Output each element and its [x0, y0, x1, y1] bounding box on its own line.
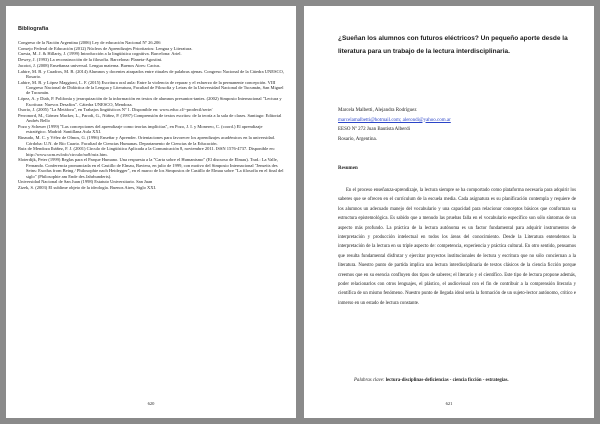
- reference-item: Lahire, M. B. y Cuadros, M. B. (2014) Alumnos y docentes atrapados entre rituales de palabras ajenas. Congreso Nacional de la Cátedra UNESCO, Rosario.: [18, 68, 284, 79]
- reference-item: Ruiz de Mendoza Ibáñez, F. J. (2001) Círculo de Lingüística Aplicada a la Comunicación 8, noviembre 2011. ISSN 1576-4737. Disponible en: http://www.ucm.es/info/circulo/no8/ruiz.htm.: [18, 146, 275, 157]
- reference-item: Perronord, M., Gómez Macker, L., Parodi, G., Núñez, P. (1997) Comprensión de textos escritos: de la teoría a la sala de clases. Santiago: Editorial Andrés Bello: [18, 112, 282, 124]
- reference-item: López, A. y Diab, P. Polifonía y jerarquización de la información en textos de alumnos presuntos-tantes. (2002) Simposio Internacional "Lectura y Escritura: Nuevos Desafíos". Cátedra UNESCO, Mendoza.: [18, 96, 282, 107]
- author-block: [338, 106, 576, 144]
- keywords-label: Palabras clave:: [354, 378, 385, 383]
- article-title: ¿Sueñan los alumnos con futuros eléctricos? Un pequeño aporte desde la literatura para un trabajo de la lectura interdisciplinaria.: [338, 35, 568, 55]
- reference-item: Jacotot, J. (2008) Enseñanza universal. Lengua materna. Buenos Aires: Cactus.: [18, 62, 161, 68]
- bibliography-heading: Bibliografía: [18, 26, 49, 32]
- reference-item: Rinaudo, M. C. y Vélez de Olmos, G. (1996) Enseñar y Aprender. Orientaciones para favorecer los aprendizajes académicos en la universidad. Córdoba: U.N. de Río Cuarto. Facultad de Ciencias Humanas. Departamento de Ciencias de la Educación.: [18, 135, 275, 146]
- reference-item: Pozo y Scheuer (1999) "Las concepciones del aprendizaje como teorías implícitas", en Pozo, J. I. y Monereo, C. (coord.) El aprendizaje estratégico. Madrid: Santillana Aula XXI.: [18, 124, 263, 135]
- reference-item: Zizek, S. (2003) El sublime objeto de la ideología. Buenos Aires, Siglo XXI.: [18, 185, 157, 191]
- right-page: [304, 6, 594, 418]
- reference-item: Cuesta, M. J. & Hillarty, J. (1999) Introducción a la lingüística cognitiva. Barcelona: Ariel.: [18, 51, 182, 57]
- resumen-heading: Resumen: [338, 166, 358, 171]
- authors-line: Marcela Malbetti, Alejandra Rodríguez: [338, 108, 417, 113]
- left-page: [6, 6, 296, 418]
- reference-item: Congreso de la Nación Argentina (2006) Ley de educación Nacional Nº 26.206: [18, 40, 161, 45]
- reference-item: Sloterdijk, Peter (1999) Reglas para el Parque Humano. Una respuesta a la "Carta sobre el Humanismo" (El discurso de Elmau). Trad.: La Valle, Fernando. Conferencia pronunciada en el Castillo de Elmau, Baviera, en julio de 1999, con motivo del Simposio Internacional "Jenseits des Seins: Exodus from Being / Philosophie nach Heidegger", en el marco de los Simposios de Castillo de Elmau sobre "La filosofía en el final del siglo" (Philosophie am Ende des Jahrhunderts).: [18, 157, 284, 179]
- reference-item: Consejo Federal de Educación (2012) Núcleos de Aprendizajes Prioritarios: Lengua y Literatura.: [18, 45, 193, 51]
- city: Rosario, Argentina.: [338, 136, 377, 142]
- reference-item: Dewey, J. (1993) La reconstrucción de la filosofía. Barcelona: Planeta-Agostini.: [18, 57, 163, 63]
- page-number-left: 620: [147, 401, 155, 406]
- page-number-right: 621: [445, 401, 453, 406]
- author-emails-link[interactable]: marcelamalbetti@hotmail.com; alerondi@yahoo.com.ar: [338, 117, 451, 123]
- abstract-paragraph: En el proceso enseñanza-aprendizaje, la lectura siempre se ha comportado como plataforma necesaria para adquirir los saberes que se ofrecen en el currículum de la escuela media. Cada asignatura es su planificación contempla y requiere de los alumnos un adecuado manejo del vocabulario y una capacidad para relacionar conceptos básicos que conforman su estructura epistemológica. Es sabido que a menudo las pruebas falla en el vocabulario específico son sólo síntomas de un aspecto más profundo. La práctica de la lectura autónoma es un factor fundamental para adquirir instrumentos de interpretación y producción intelectual en todos los áreas del conocimiento. Desde la Literatura entendemos la interpretación de la lectura en su triple aspecto de: competencia, experiencia y práctica cultural. En otro sentido, pensamos que resulta fundamental disfrutar y ejercitar proyectos institucionales de lectura y escritura que no sólo conciernan a la literatura. Nuestro punto de partida implica una lectura interdisciplinaria de textos clásicos de la ciencia ficción porque creemos que en su esencia confluyen dos tipos de saberes; el literario y el científico. Este tipo de lectura propone además, poder relacionarlos con otros lenguajes, el plástico, el audiovisual con el fin de contribuir a la comprensión literaria y científica de un mismo fenómeno. Nuestro punto de llegada ideal sería la formación de un sujeto-lector autónomo, crítico e inmerso en un estado de lectura constante.: [338, 188, 576, 306]
- bibliography-list: [18, 40, 284, 191]
- reference-item: Universidad Nacional de San Juan (1998) Estatuto Universitario. San Juan: [18, 179, 153, 185]
- reference-item: Osorio, J. (2005) "La Metáfora", en Trabajos lingüísticos Nº 1. Disponible en: www.educ.cl/~prodecil/serie/: [18, 107, 213, 113]
- institution: EESO Nº 272 Juan Bautista Alberdi: [338, 127, 410, 132]
- keywords-line: [354, 378, 584, 383]
- reference-item: Lahire, M. B. y López Maggioni, L. F. (2015) Escritura oral aula: Entre la violencia de reparar y el esfuerzo de la permanente concepción. VIII Congreso Nacional de Didáctica de la Lengua y Literatura, Facultad de Filosofía y Letras de la Universidad Nacional de Tucumán, San Miguel de Tucumán.: [18, 79, 284, 96]
- keywords-value: lectura-disciplinas-deficiencias - ciencia ficción - estrategias.: [385, 378, 509, 383]
